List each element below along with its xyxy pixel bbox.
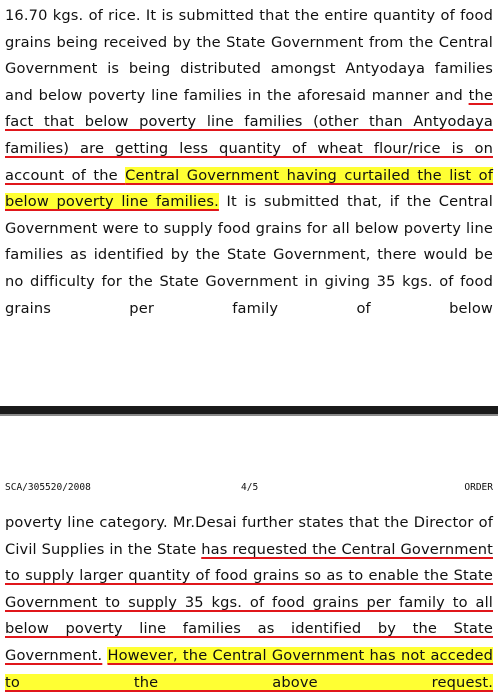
underlined-passage: has requested the Central Government to supply larger quantity of food grains so as to enable the State Government to supply 35 kgs. of food grains per family to all below poverty line families as identified by the State Government. [5,540,493,664]
underlined-passage: the fact that below poverty line families (other than Antyodaya families) are getting less quantity of wheat flour/rice is on account of the [5,86,493,184]
judgment-paragraph-bottom [0,510,498,696]
highlighted-passage: Central Government having curtailed the list of below poverty line families. [5,166,494,211]
paragraph-text: It is submitted that, if the Central Government were to supply food grains for all below poverty line families as identified by the State Government, there would be no difficulty for the State Government in giving 35 kgs. of food grains per family of below [5,193,493,317]
page-header [5,482,493,496]
order-label: ORDER [464,482,493,493]
paragraph-text: 16.70 kgs. of rice. It is submitted that the entire quantity of food grains being received by the State Government from the Central Government is being distributed amongst Antyodaya families and below poverty line families in the aforesaid manner and [5,7,493,104]
judgment-paragraph-top [0,3,498,322]
page-number: 4/5 [241,482,259,493]
page-break-divider [0,406,498,416]
highlighted-passage: However, the Central Government has not acceded to the above request. [5,646,493,691]
case-number: SCA/305520/2008 [5,482,91,493]
paragraph-text: poverty line category. Mr.Desai further states that the Director of Civil Supplies in the State [5,514,493,558]
